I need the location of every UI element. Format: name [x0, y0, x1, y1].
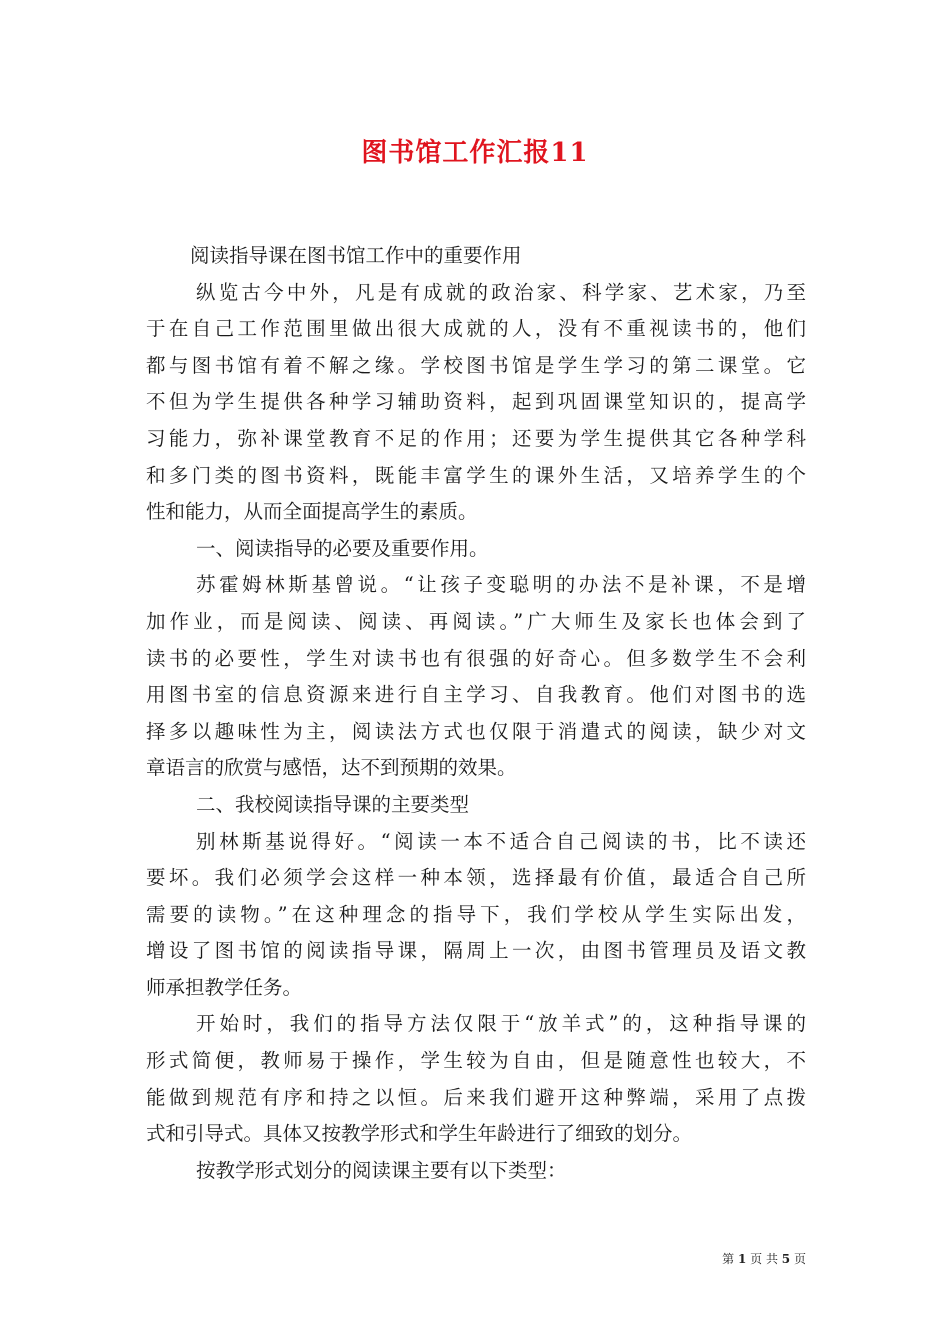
text-line: 式和引导式。具体又按教学形式和学生年龄进行了细致的划分。	[146, 1122, 693, 1146]
footer-total-pages: 5	[781, 1252, 791, 1266]
document-title: 图书馆工作汇报11	[361, 138, 589, 168]
page-footer	[722, 1250, 806, 1267]
text-line: 都与图书馆有着不解之缘。学校图书馆是学生学习的第二课堂。它	[146, 353, 806, 377]
text-line: 用图书室的信息资源来进行自主学习、自我教育。他们对图书的选	[146, 683, 806, 707]
text-line: 别林斯基说得好。“阅读一本不适合自己阅读的书，比不读还	[196, 829, 806, 853]
text-line: 苏霍姆林斯基曾说。“让孩子变聪明的办法不是补课，不是增	[196, 573, 806, 597]
footer-middle: 页 共	[750, 1252, 778, 1266]
text-line: 择多以趣味性为主，阅读法方式也仅限于消遣式的阅读，缺少对文	[146, 719, 806, 743]
text-line: 一、阅读指导的必要及重要作用。	[196, 536, 489, 560]
text-line: 按教学形式划分的阅读课主要有以下类型：	[196, 1158, 567, 1182]
text-line: 性和能力，从而全面提高学生的素质。	[146, 500, 478, 524]
text-line: 读书的必要性，学生对读书也有很强的好奇心。但多数学生不会利	[146, 646, 806, 670]
text-line: 能做到规范有序和持之以恒。后来我们避开这种弊端，采用了点拨	[146, 1085, 806, 1109]
text-line: 习能力，弥补课堂教育不足的作用；还要为学生提供其它各种学科	[146, 426, 806, 450]
text-line: 于在自己工作范围里做出很大成就的人，没有不重视读书的，他们	[146, 317, 806, 341]
section-subtitle: 阅读指导课在图书馆工作中的重要作用	[190, 244, 522, 267]
text-line: 纵览古今中外，凡是有成就的政治家、科学家、艺术家，乃至	[196, 280, 806, 304]
footer-page-number: 1	[737, 1252, 747, 1266]
text-line: 开始时，我们的指导方法仅限于“放羊式”的，这种指导课的	[196, 1012, 806, 1036]
footer-suffix: 页	[793, 1252, 806, 1266]
text-line: 二、我校阅读指导课的主要类型	[196, 792, 470, 816]
footer-prefix: 第	[722, 1252, 735, 1266]
text-line: 章语言的欣赏与感悟，达不到预期的效果。	[146, 756, 517, 780]
document-body	[146, 238, 806, 1189]
text-line: 需要的读物。”在这种理念的指导下，我们学校从学生实际出发，	[146, 902, 806, 926]
text-line: 不但为学生提供各种学习辅助资料，起到巩固课堂知识的，提高学	[146, 390, 806, 414]
text-line: 加作业，而是阅读、阅读、再阅读。”广大师生及家长也体会到了	[146, 609, 806, 633]
text-line: 形式简便，教师易于操作，学生较为自由，但是随意性也较大，不	[146, 1049, 806, 1073]
text-line: 和多门类的图书资料，既能丰富学生的课外生活，又培养学生的个	[146, 463, 806, 487]
text-line: 师承担教学任务。	[146, 975, 303, 999]
text-line: 要坏。我们必须学会这样一种本领，选择最有价值，最适合自己所	[146, 866, 806, 890]
text-line: 增设了图书馆的阅读指导课，隔周上一次，由图书管理员及语文教	[146, 939, 806, 963]
